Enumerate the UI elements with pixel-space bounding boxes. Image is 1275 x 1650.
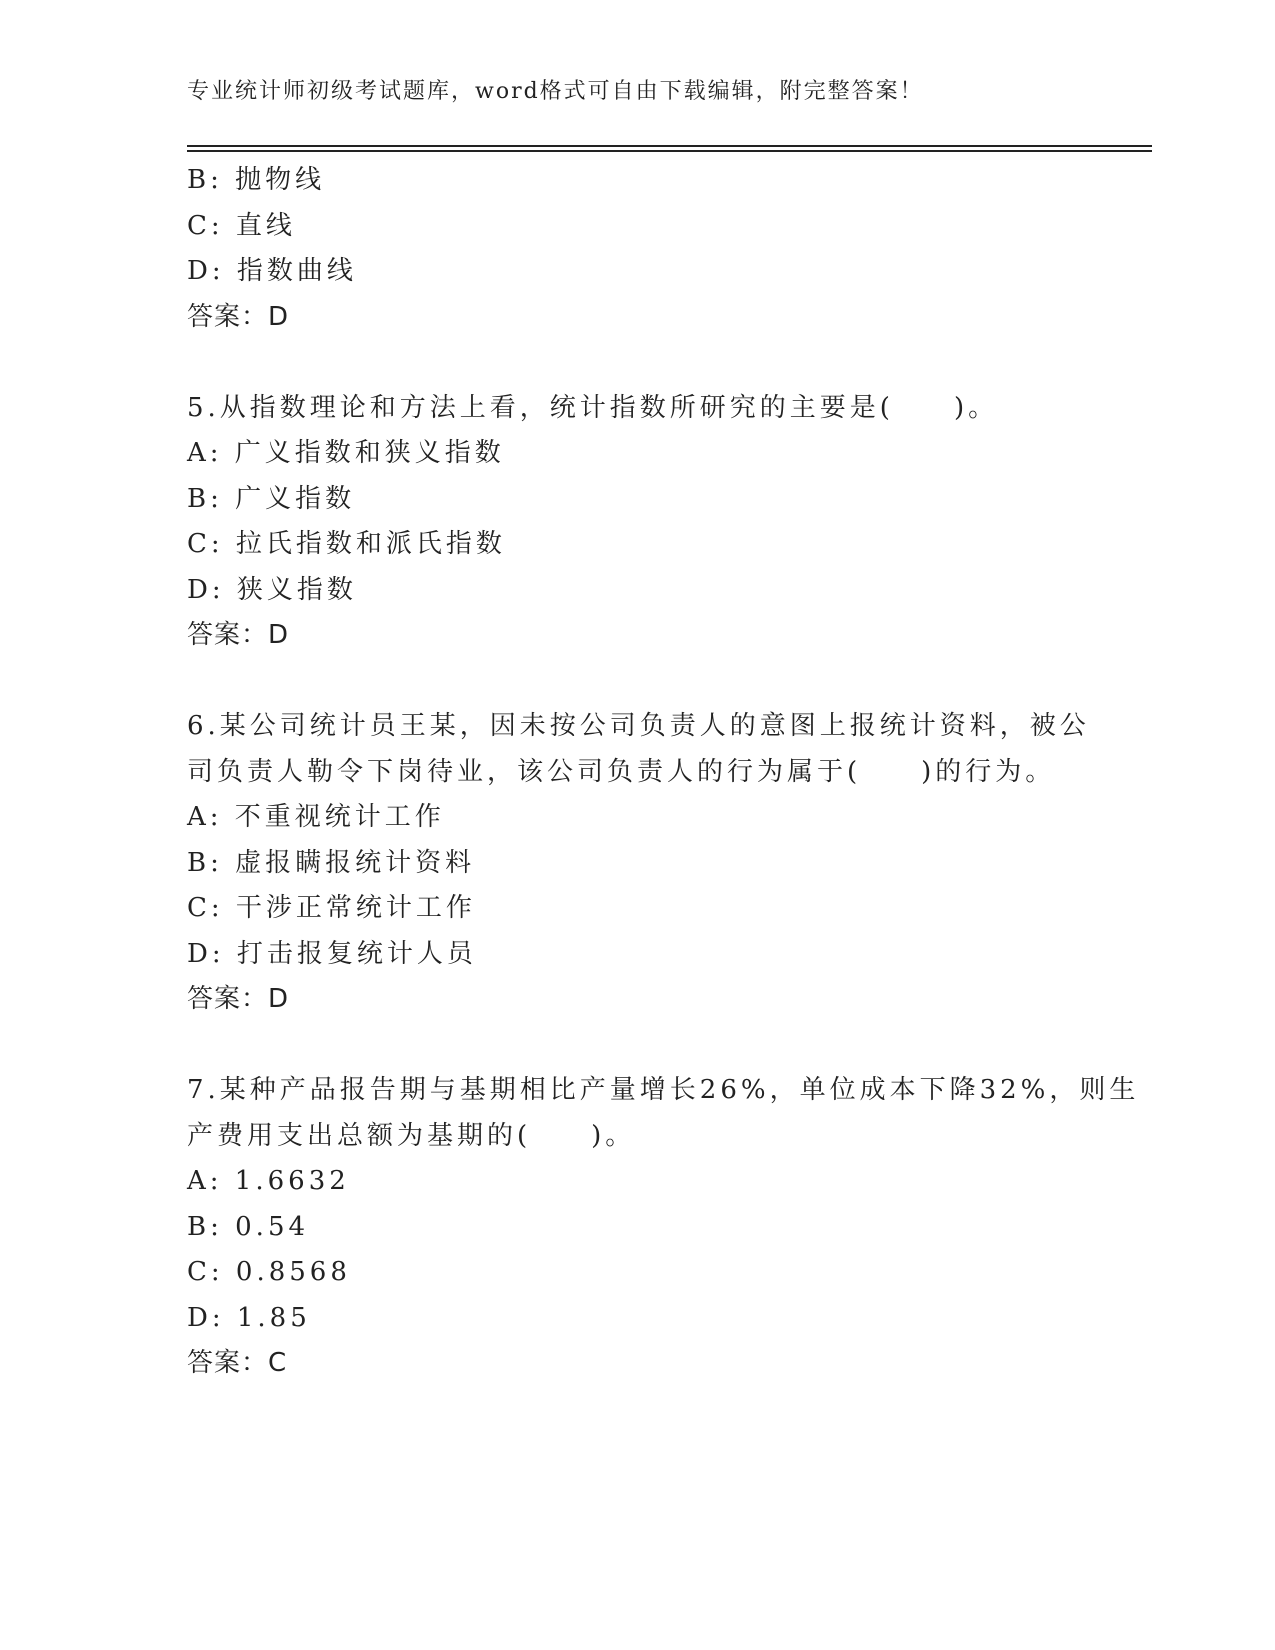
question-4 (187, 158, 1087, 340)
question-7 (187, 1068, 1140, 1387)
spacer (187, 340, 1087, 386)
question-stem-line-1: 6.某公司统计员王某，因未按公司负责人的意图上报统计资料，被公 (187, 711, 1090, 741)
option-a: A: 广义指数和狭义指数 (187, 438, 505, 468)
option-d: D: 指数曲线 (187, 256, 357, 286)
option-a: A: 1.6632 (187, 1166, 350, 1196)
question-stem: 5.从指数理论和方法上看，统计指数所研究的主要是( )。 (187, 392, 999, 423)
option-c: C: 0.8568 (187, 1257, 351, 1287)
question-stem-line-2: 产费用支出总额为基期的( )。 (187, 1120, 636, 1151)
header-divider-bottom (187, 150, 1152, 152)
option-d: D: 狭义指数 (187, 574, 357, 605)
option-a: A: 不重视统计工作 (187, 802, 445, 832)
option-d: D: 1.85 (187, 1302, 311, 1333)
question-5 (187, 386, 1087, 659)
question-stem-line-2: 司负责人勒令下岗待业，该公司负责人的行为属于( )的行为。 (187, 756, 1056, 787)
option-b: B: 抛物线 (187, 165, 326, 195)
option-b: B: 虚报瞒报统计资料 (187, 847, 476, 878)
spacer (187, 659, 1087, 705)
question-stem-line-1: 7.某种产品报告期与基期相比产量增长26%，单位成本下降32%，则生 (187, 1075, 1140, 1105)
spacer (187, 1023, 1087, 1069)
answer-line: 答案：C (187, 1348, 288, 1378)
answer-line: 答案：D (187, 984, 290, 1014)
header-divider-top (187, 145, 1152, 147)
page-header-title: 专业统计师初级考试题库，word格式可自由下载编辑，附完整答案！ (187, 79, 924, 104)
option-c: C: 直线 (187, 210, 296, 241)
answer-line: 答案：D (187, 620, 290, 650)
option-b: B: 0.54 (187, 1211, 310, 1242)
option-d: D: 打击报复统计人员 (187, 938, 477, 969)
answer-line: 答案：D (187, 301, 290, 332)
option-b: B: 广义指数 (187, 483, 356, 514)
option-c: C: 干涉正常统计工作 (187, 893, 476, 923)
question-6 (187, 704, 1090, 1023)
question-list (187, 158, 1140, 1387)
option-c: C: 拉氏指数和派氏指数 (187, 529, 506, 559)
